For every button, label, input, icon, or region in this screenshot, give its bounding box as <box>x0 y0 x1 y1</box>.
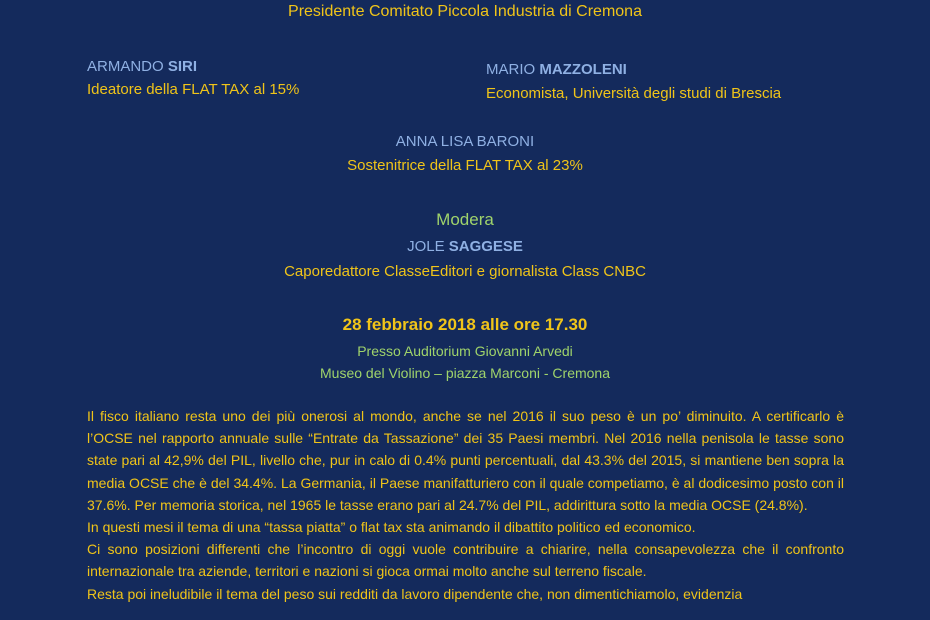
speaker-right-first: MARIO <box>486 61 536 78</box>
speaker-left-first: ARMANDO <box>87 58 164 75</box>
moderator-first: JOLE <box>407 238 445 255</box>
body-text <box>87 405 844 605</box>
speaker-right-last: MAZZOLENI <box>539 61 627 78</box>
header-subtitle: Presidente Comitato Piccola Industria di Cremona <box>288 3 642 20</box>
speaker-left-last: SIRI <box>167 58 198 75</box>
event-venue-line2: Museo del Violino – piazza Marconi - Cremona <box>320 365 610 381</box>
body-paragraph-2: In questi mesi il tema di una “tassa piatta” o flat tax sta animando il dibattito politico ed economico. <box>87 519 696 536</box>
event-venue-line1: Presso Auditorium Giovanni Arvedi <box>357 343 573 359</box>
speaker-center-role: Sostenitrice della FLAT TAX al 23% <box>347 157 583 174</box>
body-paragraph-1: Il fisco italiano resta uno dei più onerosi al mondo, anche se nel 2016 il suo peso è un po’ diminuito. A certificarlo è l’OCSE nel rapporto annuale sulle “Entrate da Tassazione” dei 35 Paesi membri. Nel 2016 nella penisola le tasse sono state pari al 42,9% del PIL, livello che, pur in calo di 0.4% punti percentuali, dal 43.3% del 2015, si mantiene ben sopra la media OCSE che è del 34.4%. La Germania, il Paese manifatturiero con il quale competiamo, è al dodicesimo posto con il 37.6%. Per memoria storica, nel 1965 le tasse erano pari al 24.7% del PIL, addirittura sotto la media OCSE (24.8%). <box>87 408 844 513</box>
speaker-left-name <box>87 58 197 75</box>
moderator-label: Modera <box>436 210 494 229</box>
speaker-right-role: Economista, Università degli studi di Brescia <box>486 85 782 102</box>
moderator-role: Caporedattore ClasseEditori e giornalista Class CNBC <box>284 263 646 280</box>
event-date: 28 febbraio 2018 alle ore 17.30 <box>342 315 588 334</box>
body-paragraph-4: Resta poi ineludibile il tema del peso sui redditi da lavoro dipendente che, non dimentichiamolo, evidenzia <box>87 585 743 602</box>
speaker-center-name: ANNA LISA BARONI <box>395 133 535 150</box>
moderator-name <box>0 238 930 255</box>
speaker-left-role: Ideatore della FLAT TAX al 15% <box>87 81 300 98</box>
moderator-last: SAGGESE <box>448 238 523 255</box>
speaker-right-name <box>486 61 627 78</box>
body-paragraph-3: Ci sono posizioni differenti che l’incontro di oggi vuole contribuire a chiarire, nella consapevolezza che il confronto internazionale tra aziende, territori e nazioni si gioca ormai molto anche sul terreno fiscale. <box>87 541 844 580</box>
